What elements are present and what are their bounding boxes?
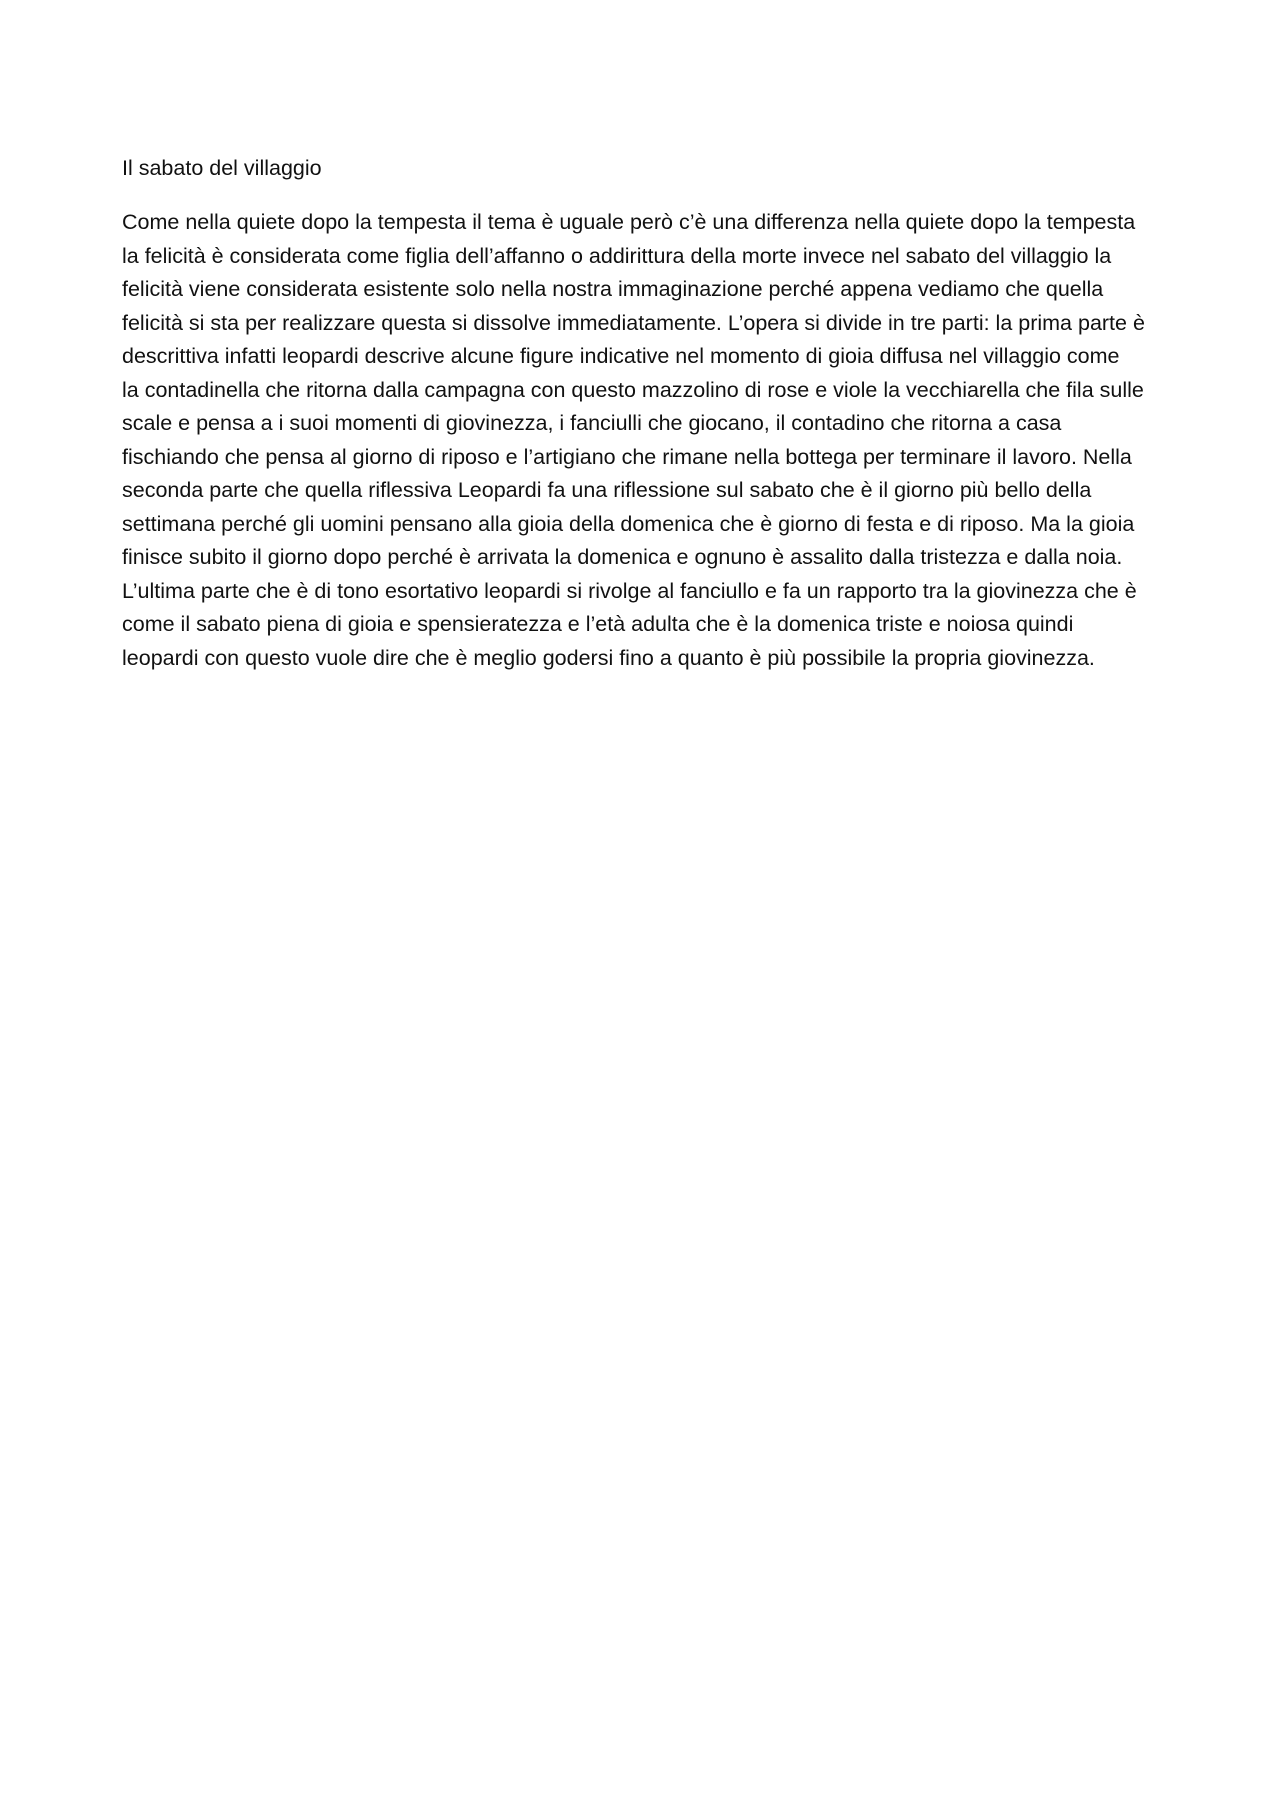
body-line: felicità si sta per realizzare questa si dissolve immediatamente. L’opera si divide in tre parti: la prima parte è	[122, 310, 1145, 335]
body-line: Come nella quiete dopo la tempesta il tema è uguale però c’è una differenza nella quiete dopo la tempesta	[122, 210, 1136, 234]
body-line: seconda parte che quella riflessiva Leopardi fa una riflessione sul sabato che è il giorno più bello della	[122, 478, 1092, 502]
body-line: la felicità è considerata come figlia dell’affanno o addirittura della morte invece nel sabato del villaggio la	[122, 243, 1112, 268]
body-line: finisce subito il giorno dopo perché è arrivata la domenica e ognuno è assalito dalla tristezza e dalla noia.	[122, 545, 1123, 569]
body-line: settimana perché gli uomini pensano alla gioia della domenica che è giorno di festa e di riposo. Ma la gioia	[122, 511, 1135, 536]
body-line: leopardi con questo vuole dire che è meglio godersi fino a quanto è più possibile la propria giovinezza.	[122, 645, 1095, 670]
document-title: Il sabato del villaggio	[122, 156, 322, 180]
body-line: come il sabato piena di gioia e spensieratezza e l’età adulta che è la domenica triste e noiosa quindi	[122, 612, 1074, 636]
body-line: L’ultima parte che è di tono esortativo leopardi si rivolge al fanciullo e fa un rapporto tra la giovinezza che è	[122, 578, 1137, 603]
body-line: descrittiva infatti leopardi descrive alcune figure indicative nel momento di gioia diffusa nel villaggio come	[122, 344, 1120, 368]
body-line: fischiando che pensa al giorno di riposo e l’artigiano che rimane nella bottega per terminare il lavoro. Nella	[122, 444, 1132, 469]
body-line: felicità viene considerata esistente solo nella nostra immaginazione perché appena vediamo che quella	[122, 277, 1104, 301]
body-line: scale e pensa a i suoi momenti di giovinezza, i fanciulli che giocano, il contadino che ritorna a casa	[122, 411, 1062, 435]
document-body	[122, 206, 1182, 675]
body-line: la contadinella che ritorna dalla campagna con questo mazzolino di rose e viole la vecchiarella che fila sulle	[122, 377, 1144, 402]
